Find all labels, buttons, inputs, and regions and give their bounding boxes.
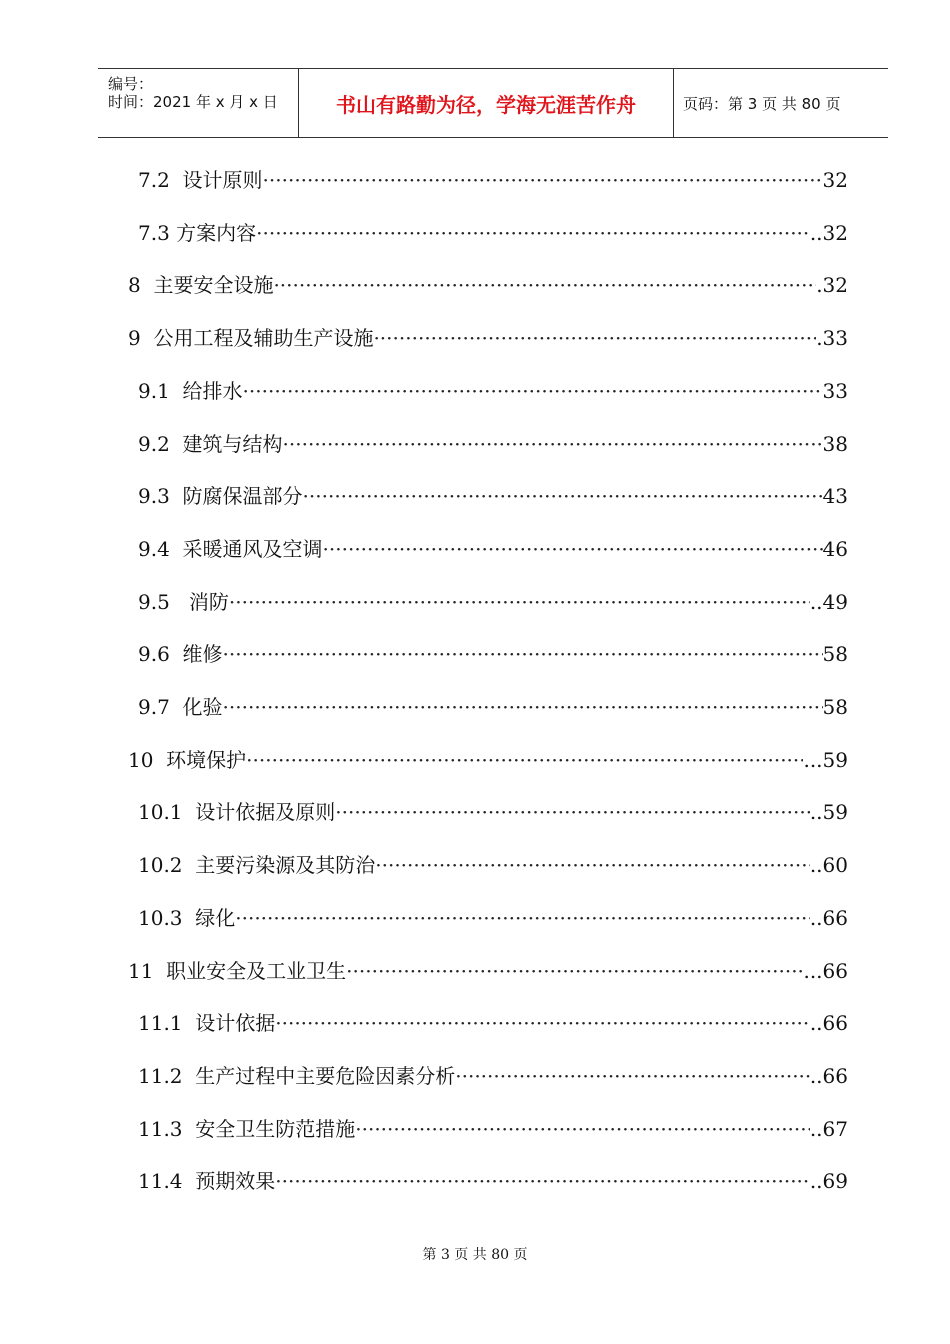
toc-entry-title: 采暖通风及空调	[182, 536, 323, 561]
toc-entry-page: ...66	[803, 958, 848, 983]
toc-entry-title: 设计依据及原则	[195, 800, 336, 825]
toc-entry-number: 11.4	[138, 1169, 196, 1194]
code-label: 编号：	[108, 75, 154, 93]
toc-entry-title: 方案内容	[176, 220, 257, 245]
toc-entry-page: 58	[822, 642, 848, 667]
toc-entry-page: .32	[816, 273, 848, 298]
toc-entry[interactable]	[138, 218, 848, 248]
toc-dot-leader	[283, 429, 823, 459]
toc-entry-page: ..69	[809, 1169, 848, 1194]
toc-entry-title: 化验	[182, 695, 223, 719]
toc-dot-leader	[223, 639, 823, 669]
toc-entry-number: 11.1	[138, 1011, 196, 1036]
toc-entry-title: 防腐保温部分	[182, 484, 303, 509]
toc-entry-title: 绿化	[195, 905, 236, 930]
toc-entry-title: 消防	[188, 589, 229, 614]
toc-entry-page: 32	[822, 168, 848, 192]
toc-entry-number: 9	[128, 326, 154, 351]
toc-entry-page: ..60	[809, 853, 848, 878]
toc-dot-leader	[243, 376, 823, 406]
header-meta	[98, 69, 298, 137]
toc-entry-number: 7.3	[138, 220, 177, 245]
toc-entry-page: ..66	[809, 905, 848, 930]
toc-entry[interactable]	[138, 1114, 848, 1144]
toc-entry-number: 7.2	[138, 168, 183, 192]
toc-entry-number: 11	[128, 958, 167, 983]
time-label: 时间：2021 年 x 月 x 日	[108, 93, 278, 111]
header-motto: 书山有路勤为径，学海无涯苦作舟	[298, 69, 674, 137]
toc-entry-number: 9.3	[138, 484, 183, 509]
toc-entry[interactable]	[138, 165, 848, 195]
toc-entry-title: 给排水	[182, 378, 243, 403]
toc-entry-number: 11.2	[138, 1063, 196, 1088]
toc-entry-title: 公用工程及辅助生产设施	[153, 326, 374, 351]
toc-dot-leader	[303, 481, 823, 511]
toc-entry[interactable]	[138, 850, 848, 880]
toc-entry-title: 预期效果	[195, 1169, 276, 1194]
toc-entry-page: ..59	[809, 800, 848, 825]
toc-dot-leader	[273, 270, 816, 300]
toc-entry[interactable]	[128, 745, 848, 775]
toc-entry-number: 8	[128, 273, 154, 298]
toc-entry[interactable]	[138, 481, 848, 511]
toc-entry-number: 10.2	[138, 853, 196, 878]
toc-dot-leader	[256, 218, 810, 248]
toc-entry-page: 33	[822, 378, 848, 403]
toc-entry[interactable]	[138, 1166, 848, 1196]
toc-entry-number: 10.1	[138, 800, 196, 825]
toc-entry-page: 46	[822, 536, 848, 561]
toc-entry[interactable]	[138, 534, 848, 564]
toc-entry-title: 主要安全设施	[153, 273, 274, 298]
toc-entry[interactable]	[138, 1008, 848, 1038]
toc-entry-number: 11.3	[138, 1116, 196, 1141]
toc-entry[interactable]	[138, 692, 848, 722]
toc-entry-title: 设计原则	[182, 168, 263, 192]
toc-entry-number: 9.5	[138, 589, 189, 614]
toc-dot-leader	[335, 797, 810, 827]
toc-entry[interactable]	[128, 956, 848, 986]
toc-dot-leader	[229, 587, 810, 617]
toc-dot-leader	[275, 1008, 810, 1038]
toc-entry-number: 10	[128, 747, 167, 772]
toc-dot-leader	[235, 903, 810, 933]
toc-entry-number: 9.7	[138, 695, 183, 719]
toc-dot-leader	[223, 692, 823, 722]
toc-dot-leader	[263, 165, 823, 195]
toc-entry-title: 建筑与结构	[182, 431, 283, 456]
toc-entry-title: 职业安全及工业卫生	[166, 958, 347, 983]
toc-entry-page: ..49	[809, 589, 848, 614]
toc-entry-page: .33	[816, 326, 848, 351]
toc-entry[interactable]	[138, 429, 848, 459]
toc-entry-page: ..66	[809, 1063, 848, 1088]
toc-entry-title: 设计依据	[195, 1011, 276, 1036]
toc-entry-page: ..66	[809, 1011, 848, 1036]
toc-entry-title: 安全卫生防范措施	[195, 1116, 356, 1141]
toc-entry[interactable]	[138, 903, 848, 933]
toc-dot-leader	[375, 850, 810, 880]
toc-entry-page: 58	[822, 695, 848, 719]
toc-entry-number: 10.3	[138, 905, 196, 930]
toc-dot-leader	[373, 323, 816, 353]
toc-entry-number: 9.4	[138, 536, 183, 561]
toc-entry[interactable]	[138, 376, 848, 406]
toc-dot-leader	[246, 745, 803, 775]
toc-entry[interactable]	[138, 797, 848, 827]
toc-entry[interactable]	[138, 587, 848, 617]
toc-entry-number: 9.6	[138, 642, 183, 667]
toc-entry-page: ...59	[803, 747, 848, 772]
toc-entry-title: 维修	[182, 642, 223, 667]
page-header	[98, 68, 888, 138]
header-page-info: 页码：第 3 页 共 80 页	[683, 94, 841, 113]
toc-dot-leader	[346, 956, 803, 986]
toc-entry-page: 38	[822, 431, 848, 456]
toc-entry-title: 生产过程中主要危险因素分析	[195, 1063, 456, 1088]
toc-entry[interactable]	[138, 1061, 848, 1091]
toc-entry[interactable]	[138, 639, 848, 669]
toc-dot-leader	[275, 1166, 810, 1196]
toc-dot-leader	[355, 1114, 810, 1144]
toc-entry-page: 43	[822, 484, 848, 509]
toc-entry-number: 9.1	[138, 378, 183, 403]
page-footer: 第 3 页 共 80 页	[422, 1247, 528, 1263]
toc-entry-page: ..67	[809, 1116, 848, 1141]
toc-entry-page: ..32	[809, 220, 848, 245]
toc-entry-title: 环境保护	[166, 747, 247, 772]
toc-entry[interactable]	[128, 270, 848, 300]
toc-entry-number: 9.2	[138, 431, 183, 456]
toc-dot-leader	[323, 534, 823, 564]
toc-entry[interactable]	[128, 323, 848, 353]
toc-entry-title: 主要污染源及其防治	[195, 853, 376, 878]
toc-dot-leader	[455, 1061, 810, 1091]
